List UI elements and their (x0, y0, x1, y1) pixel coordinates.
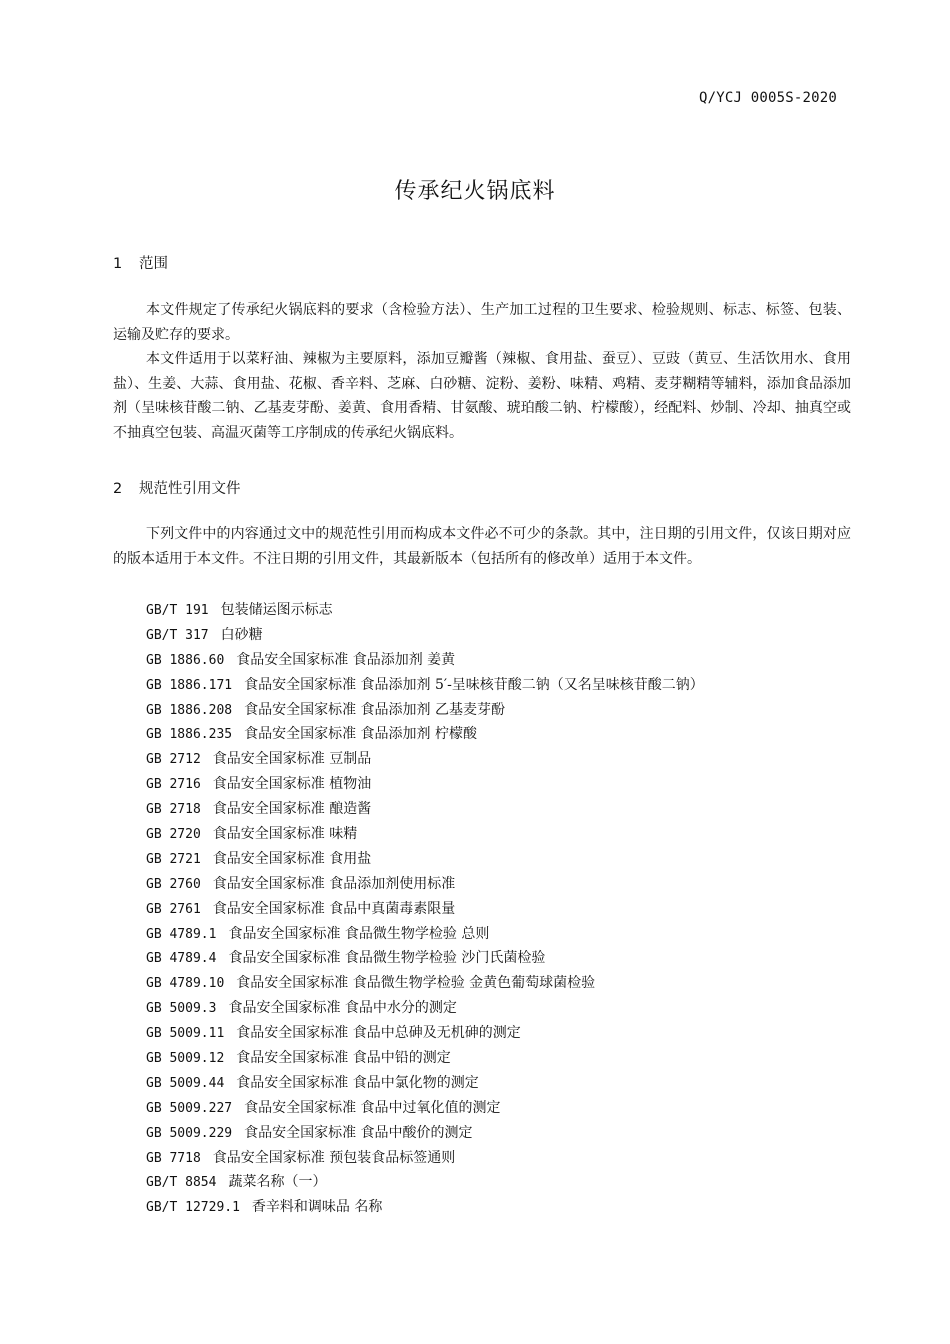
reference-item (146, 797, 704, 822)
reference-item (146, 822, 704, 847)
reference-title: 食品安全国家标准 食品中铅的测定 (236, 1050, 451, 1067)
reference-item (146, 722, 704, 747)
reference-title: 食品安全国家标准 食品添加剂 5′-呈味核苷酸二钠（又名呈味核苷酸二钠） (244, 676, 704, 693)
reference-item (146, 1021, 704, 1046)
reference-code: GB 1886.171 (146, 677, 233, 693)
reference-title: 食品安全国家标准 食品添加剂 柠檬酸 (244, 726, 477, 743)
reference-title: 食品安全国家标准 食用盐 (212, 850, 372, 867)
reference-code: GB 2720 (146, 827, 201, 843)
reference-item (146, 1046, 704, 1071)
reference-item (146, 1071, 704, 1096)
reference-item (146, 946, 704, 971)
reference-item (146, 598, 704, 623)
reference-code: GB 4789.4 (146, 951, 217, 967)
reference-code: GB/T 191 (146, 603, 209, 618)
reference-title: 食品安全国家标准 食品中真菌毒素限量 (212, 900, 456, 917)
section-number: 2 (113, 481, 123, 497)
reference-code: GB/T 8854 (146, 1175, 217, 1191)
section-title: 规范性引用文件 (139, 481, 241, 497)
reference-title: 包装储运图示标志 (220, 602, 333, 618)
reference-title: 食品安全国家标准 食品中总砷及无机砷的测定 (236, 1025, 521, 1042)
reference-code: GB 2716 (146, 777, 201, 793)
section-heading-normative-references (113, 477, 241, 498)
reference-list (146, 598, 704, 1220)
reference-code: GB 2718 (146, 802, 201, 818)
reference-code: GB 1886.60 (146, 652, 225, 668)
scope-paragraph: 本文件规定了传承纪火锅底料的要求（含检验方法）、生产加工过程的卫生要求、检验规则、标志、标签、包装、运输及贮存的要求。 (113, 302, 851, 343)
reference-code: GB 4789.10 (146, 976, 225, 992)
reference-code: GB 2712 (146, 752, 201, 768)
reference-code: GB 5009.12 (146, 1051, 225, 1067)
reference-code: GB 1886.235 (146, 727, 233, 743)
reference-code: GB/T 317 (146, 627, 209, 643)
section-title: 范围 (139, 256, 168, 272)
reference-item (146, 1170, 704, 1195)
reference-item (146, 747, 704, 772)
reference-title: 食品安全国家标准 食品添加剂 乙基麦芽酚 (244, 701, 505, 718)
reference-item (146, 772, 704, 797)
reference-title: 食品安全国家标准 食品中水分的测定 (228, 1000, 457, 1017)
reference-code: GB 5009.227 (146, 1100, 233, 1116)
reference-code: GB 2721 (146, 851, 201, 867)
reference-title: 食品安全国家标准 味精 (212, 826, 358, 843)
reference-item (146, 1195, 704, 1220)
reference-code: GB 5009.3 (146, 1001, 217, 1017)
reference-title: 食品安全国家标准 食品添加剂 姜黄 (236, 651, 456, 668)
reference-item (146, 673, 704, 698)
document-title: 传承纪火锅底料 (394, 179, 556, 204)
reference-code: GB 5009.229 (146, 1125, 233, 1141)
reference-code: GB 2761 (146, 901, 201, 917)
reference-item (146, 897, 704, 922)
reference-title: 食品安全国家标准 食品中氯化物的测定 (236, 1074, 479, 1091)
reference-title: 食品安全国家标准 豆制品 (212, 751, 372, 768)
reference-item (146, 1121, 704, 1146)
reference-title: 食品安全国家标准 食品添加剂使用标准 (212, 875, 456, 892)
scope-paragraph: 本文件适用于以菜籽油、辣椒为主要原料，添加豆瓣酱（辣椒、食用盐、蚕豆）、豆豉（黄豆、生活饮用水、食用盐）、生姜、大蒜、食用盐、花椒、香辛料、芝麻、白砂糖、淀粉、姜粉、味精、鸡精、麦芽糊精等辅料，添加食品添加剂（呈味核苷酸二钠、乙基麦芽酚、姜黄、食用香精、甘氨酸、琥珀酸二钠、柠檬酸），经配料、炒制、冷却、抽真空或不抽真空包装、高温灭菌等工序制成的传承纪火锅底料。 (113, 351, 851, 441)
references-intro-paragraph: 下列文件中的内容通过文中的规范性引用而构成本文件必不可少的条款。其中，注日期的引用文件，仅该日期对应的版本适用于本文件。不注日期的引用文件，其最新版本（包括所有的修改单）适用于本文件。 (113, 526, 851, 567)
reference-code: GB 4789.1 (146, 926, 217, 942)
reference-item (146, 623, 704, 648)
reference-title: 食品安全国家标准 植物油 (212, 776, 372, 793)
reference-code: GB 5009.44 (146, 1075, 225, 1091)
standard-code: Q/YCJ 0005S-2020 (698, 90, 837, 106)
reference-code: GB 1886.208 (146, 702, 233, 718)
reference-item (146, 847, 704, 872)
reference-item (146, 648, 704, 673)
reference-title: 食品安全国家标准 食品中过氧化值的测定 (244, 1099, 501, 1116)
reference-item (146, 996, 704, 1021)
section-number: 1 (113, 256, 123, 272)
reference-title: 食品安全国家标准 酿造酱 (212, 801, 372, 818)
reference-title: 蔬菜名称（一） (228, 1174, 327, 1191)
reference-code: GB/T 12729.1 (146, 1200, 240, 1216)
reference-item (146, 872, 704, 897)
reference-title: 食品安全国家标准 食品微生物学检验 金黄色葡萄球菌检验 (236, 975, 596, 992)
reference-item (146, 971, 704, 996)
reference-title: 香辛料和调味品 名称 (251, 1199, 383, 1216)
reference-code: GB 2760 (146, 876, 201, 892)
reference-title: 白砂糖 (220, 626, 263, 643)
reference-item (146, 1146, 704, 1171)
reference-title: 食品安全国家标准 食品微生物学检验 沙门氏菌检验 (228, 950, 546, 967)
reference-item (146, 1096, 704, 1121)
reference-title: 食品安全国家标准 预包装食品标签通则 (212, 1149, 456, 1166)
reference-item (146, 922, 704, 947)
reference-title: 食品安全国家标准 食品微生物学检验 总则 (228, 925, 490, 942)
reference-code: GB 5009.11 (146, 1026, 225, 1042)
reference-code: GB 7718 (146, 1150, 201, 1166)
section-heading-scope (113, 252, 168, 273)
reference-title: 食品安全国家标准 食品中酸价的测定 (244, 1124, 473, 1141)
reference-item (146, 698, 704, 723)
